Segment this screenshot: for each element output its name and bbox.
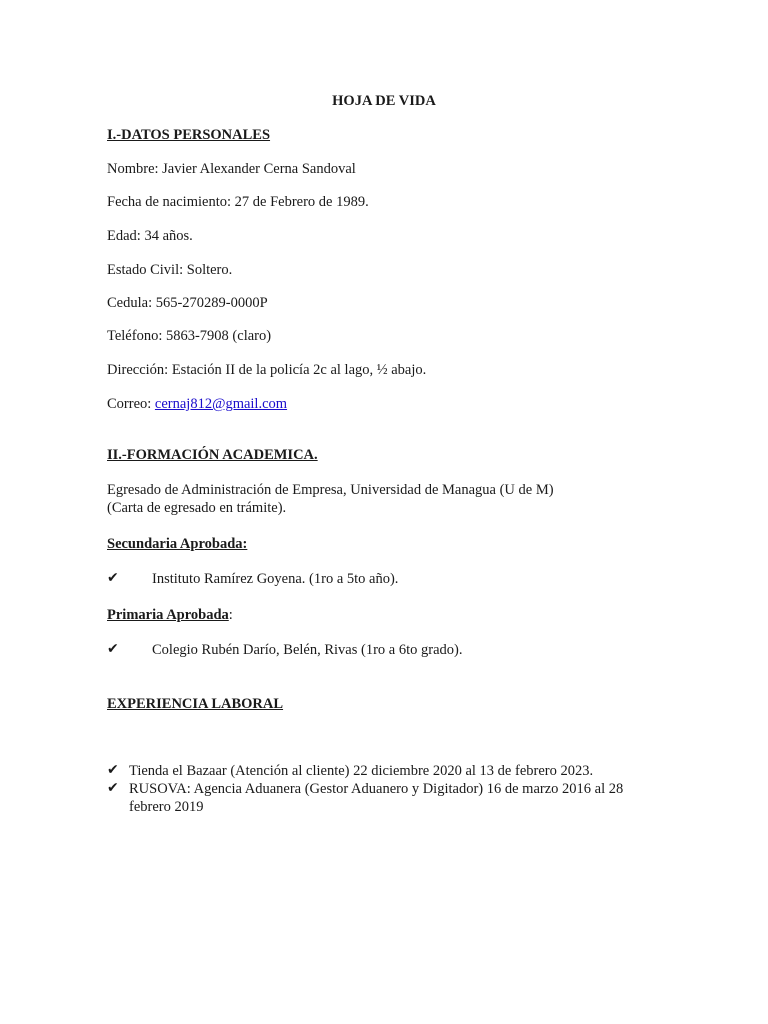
secundaria-item: Instituto Ramírez Goyena. (1ro a 5to año). (152, 571, 399, 587)
checkmark-icon: ✔ (107, 570, 119, 586)
edad-line: Edad: 34 años. (107, 228, 193, 244)
estado-civil-line: Estado Civil: Soltero. (107, 262, 233, 278)
primaria-item: Colegio Rubén Darío, Belén, Rivas (1ro a 6to grado). (152, 642, 463, 658)
email-link[interactable]: cernaj812@gmail.com (154, 396, 288, 412)
section-experiencia-laboral-heading: EXPERIENCIA LABORAL (107, 696, 284, 712)
checkmark-icon: ✔ (107, 780, 119, 796)
direccion-line: Dirección: Estación II de la policía 2c al lago, ½ abajo. (107, 362, 427, 378)
correo-line (107, 395, 287, 413)
fecha-nacimiento-line: Fecha de nacimiento: 27 de Febrero de 1989. (107, 194, 369, 210)
primaria-heading: Primaria Aprobada (107, 607, 229, 623)
nombre-line: Nombre: Javier Alexander Cerna Sandoval (107, 161, 356, 177)
secundaria-heading: Secundaria Aprobada: (107, 536, 248, 552)
egresado-line-1: Egresado de Administración de Empresa, Universidad de Managua (U de M) (107, 482, 554, 498)
egresado-line-2: (Carta de egresado en trámite). (107, 500, 287, 516)
primaria-heading-line (107, 606, 233, 624)
section-datos-personales-heading: I.-DATOS PERSONALES (107, 127, 271, 143)
job-item-2-line-1: RUSOVA: Agencia Aduanera (Gestor Aduanero y Digitador) 16 de marzo 2016 al 28 (129, 781, 624, 797)
cedula-line: Cedula: 565-270289-0000P (107, 295, 268, 311)
telefono-line: Teléfono: 5863-7908 (claro) (107, 328, 272, 344)
checkmark-icon: ✔ (107, 641, 119, 657)
job-item-1: Tienda el Bazaar (Atención al cliente) 22 diciembre 2020 al 13 de febrero 2023. (129, 763, 594, 779)
page-title: HOJA DE VIDA (332, 93, 436, 109)
checkmark-icon: ✔ (107, 762, 119, 778)
correo-label: Correo: (107, 396, 155, 412)
job-item-2-line-2: febrero 2019 (129, 799, 204, 815)
section-formacion-academica-heading: II.-FORMACIÓN ACADEMICA. (107, 447, 318, 463)
primaria-colon: : (228, 607, 233, 623)
